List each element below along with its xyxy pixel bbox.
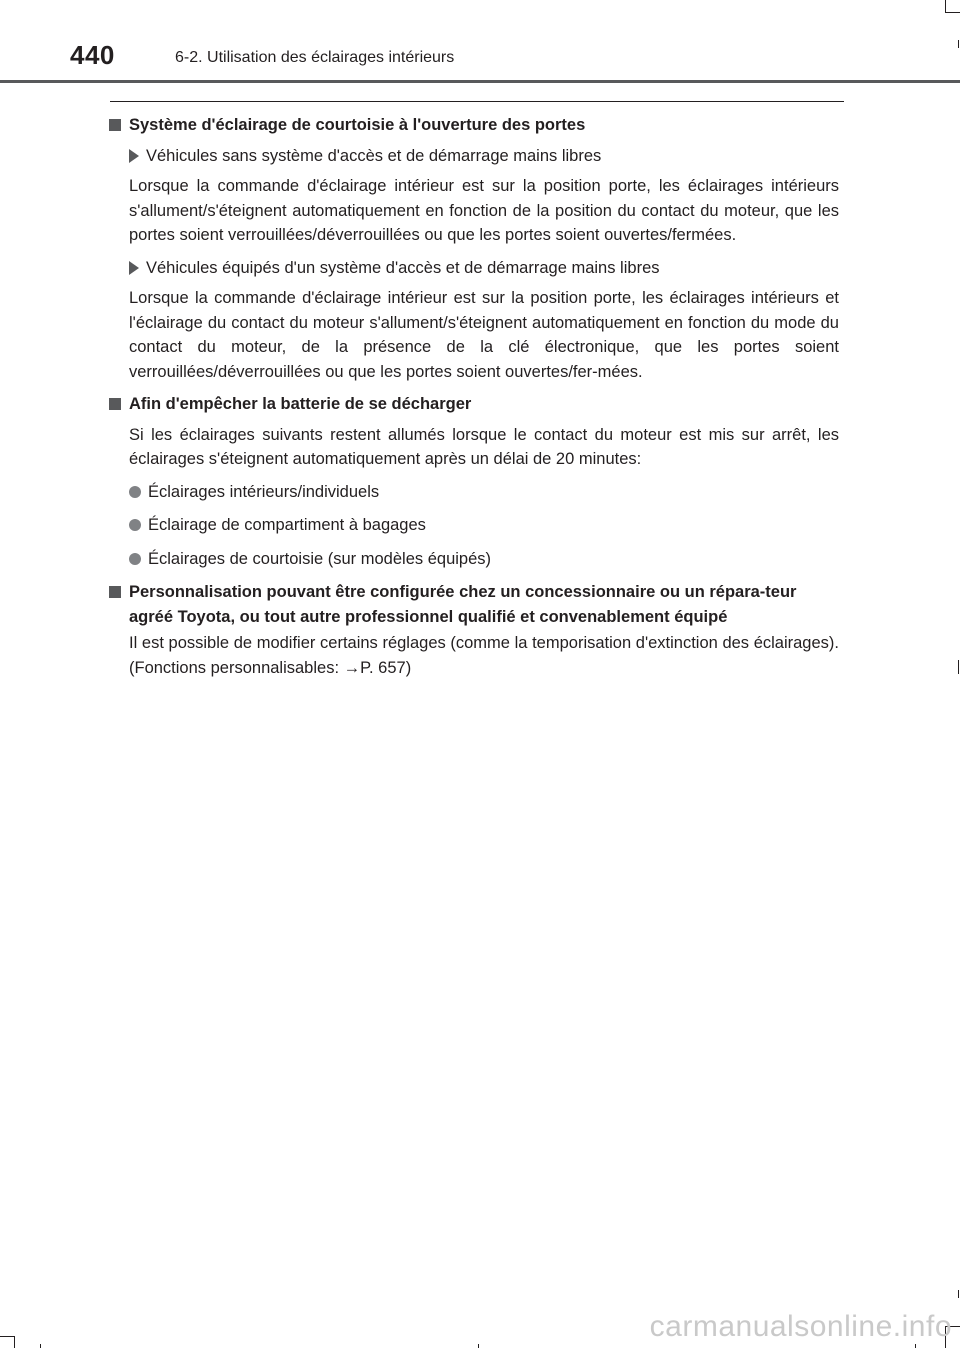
page-number: 440 bbox=[70, 40, 115, 70]
list-item-text: Éclairage de compartiment à bagages bbox=[148, 516, 426, 534]
subsection-no-smart-key bbox=[129, 144, 839, 169]
subsection-text: Véhicules équipés d'un système d'accès et de démarrage mains libres bbox=[146, 258, 660, 277]
list-item-text: Éclairages de courtoisie (sur modèles équipés) bbox=[148, 549, 492, 568]
section-heading-text: Afin d'empêcher la batterie de se décharger bbox=[129, 395, 472, 413]
header-bar bbox=[0, 0, 960, 83]
chapter-title: 6-2. Utilisation des éclairages intérieurs bbox=[175, 49, 455, 66]
square-bullet-icon bbox=[109, 586, 121, 598]
subsection-text: Véhicules sans système d'accès et de démarrage mains libres bbox=[146, 146, 602, 165]
crop-mark bbox=[14, 1336, 15, 1348]
crop-mark bbox=[945, 12, 960, 13]
paragraph: Il est possible de modifier certains réglages (comme la temporisation d'extinction des éclairages). (Fonctions personnalisables: →P. 657) bbox=[129, 634, 839, 677]
section-heading-customization bbox=[109, 580, 839, 629]
square-bullet-icon bbox=[109, 119, 121, 131]
section-heading-battery bbox=[109, 392, 839, 417]
crop-mark bbox=[958, 1290, 959, 1298]
paragraph: Lorsque la commande d'éclairage intérieur est sur la position porte, les éclairages intérieurs s'allument/s'éteignent automatiquement en fonction de la position du contact du moteur, que les portes soient verrouillées/déverrouillées ou que les portes soient ouvertes/fermées. bbox=[129, 177, 839, 244]
paragraph: Lorsque la commande d'éclairage intérieur est sur la position porte, les éclairages intérieurs et l'éclairage du contact du moteur s'allument/s'éteignent automatiquement en fonction du mode du contact du moteur, de la présence de la clé électronique, que les portes soient verrouillées/déverrouillées ou que les portes soient ouvertes/fer-mées. bbox=[129, 289, 839, 381]
section-heading-text: Système d'éclairage de courtoisie à l'ouverture des portes bbox=[129, 116, 586, 134]
subsection-smart-key bbox=[129, 256, 839, 281]
crop-mark bbox=[945, 0, 946, 12]
list-item bbox=[129, 480, 839, 505]
square-bullet-icon bbox=[109, 398, 121, 410]
list-item bbox=[129, 547, 839, 572]
triangle-bullet-icon bbox=[129, 261, 139, 275]
circle-bullet-icon bbox=[129, 519, 141, 531]
triangle-bullet-icon bbox=[129, 149, 139, 163]
crop-mark bbox=[478, 1344, 479, 1348]
crop-mark bbox=[958, 40, 959, 48]
page-content bbox=[109, 113, 839, 688]
crop-mark bbox=[958, 660, 959, 674]
paragraph: Si les éclairages suivants restent allumés lorsque le contact du moteur est mis sur arrêt, les éclairages s'éteignent automatiquement après un délai de 20 minutes: bbox=[129, 425, 839, 468]
circle-bullet-icon bbox=[129, 486, 141, 498]
crop-mark bbox=[40, 1344, 41, 1348]
section-heading-courtesy bbox=[109, 113, 839, 138]
list-item-text: Éclairages intérieurs/individuels bbox=[148, 482, 380, 501]
top-rule bbox=[110, 101, 844, 102]
circle-bullet-icon bbox=[129, 553, 141, 565]
watermark: carmanualsonline.info bbox=[649, 1310, 952, 1343]
list-item bbox=[129, 513, 839, 538]
section-heading-text: Personnalisation pouvant être configurée chez un concessionnaire ou un répara-teur agréé Toyota, ou tout autre professionnel qualifié et convenablement équipé bbox=[129, 583, 797, 626]
crop-mark bbox=[915, 1344, 916, 1348]
crop-mark bbox=[0, 1336, 14, 1337]
